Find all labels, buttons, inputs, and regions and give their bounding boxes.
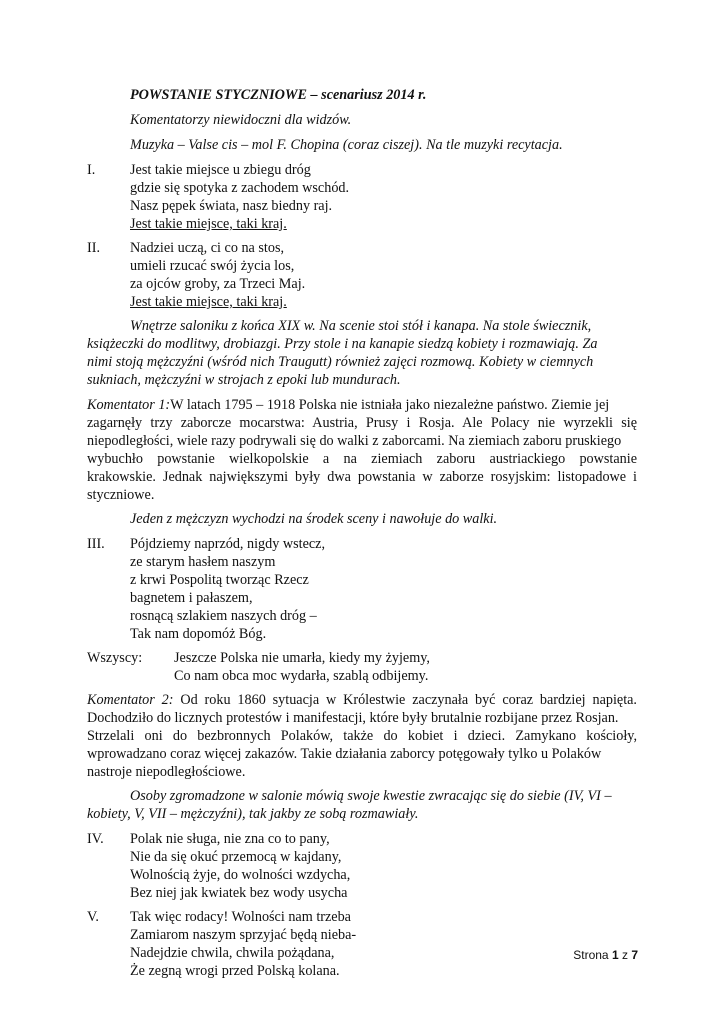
verse-line: z krwi Pospolitą tworząc Rzecz: [130, 572, 309, 588]
verse-number: III.: [87, 536, 105, 552]
current-page-number: 1: [611, 948, 619, 962]
commentators-note: Komentatorzy niewidoczni dla widzów.: [130, 112, 352, 128]
verse-line: Nadejdzie chwila, chwila pożądana,: [130, 945, 335, 961]
commentator-1-label: Komentator 1:: [87, 397, 171, 413]
commentary-line: krakowskie. Jednak największymi były dwa powstania w zaborze rosyjskim: listopadowe i: [87, 469, 637, 485]
verse-line: gdzie się spotyka z zachodem wschód.: [130, 180, 350, 196]
anthem-line: Jeszcze Polska nie umarła, kiedy my żyjemy,: [174, 650, 430, 666]
commentary-line: W latach 1795 – 1918 Polska nie istniała jako niezależne państwo. Ziemie jej: [170, 397, 610, 413]
verse-refrain: Jest takie miejsce, taki kraj.: [130, 216, 287, 232]
verse-line: Że zegną wrogi przed Polską kolana.: [130, 963, 340, 979]
verse-number: IV.: [87, 831, 104, 847]
verse-number: V.: [87, 909, 99, 925]
verse-line: Nadziei uczą, ci co na stos,: [130, 240, 285, 256]
commentary-line: zagarnęły trzy zaborcze mocarstwa: Austria, Prusy i Rosja. Ale Polacy nie wyrzekli się: [87, 415, 637, 431]
verse-line: Tak więc rodacy! Wolności nam trzeba: [130, 909, 351, 925]
verse-line: Bez niej jak kwiatek bez wody usycha: [130, 885, 348, 901]
page-footer: [573, 948, 638, 962]
stage-direction-line: kobiety, V, VII – mężczyźni), tak jakby ze sobą rozmawiały.: [87, 806, 419, 822]
stage-direction-line: książeczki do modlitwy, drobiazgi. Przy stole i na kanapie siedzą kobiety i rozmawiają. Za: [87, 336, 598, 352]
page-label: Strona: [573, 948, 609, 962]
verse-number: II.: [87, 240, 100, 256]
total-pages: 7: [631, 948, 638, 962]
stage-direction-line: Osoby zgromadzone w salonie mówią swoje kwestie zwracając się do siebie (IV, VI –: [130, 788, 612, 804]
commentary-line: Od roku 1860 sytuacja w Królestwie zaczynała być coraz bardziej napięta.: [173, 692, 637, 708]
anthem-line: Co nam obca moc wydarła, szablą odbijemy.: [174, 668, 429, 684]
verse-refrain: Jest takie miejsce, taki kraj.: [130, 294, 287, 310]
stage-direction-line: sukniach, mężczyźni w strojach z epoki lub mundurach.: [87, 372, 401, 388]
commentary-line: nastroje niepodległościowe.: [87, 764, 246, 780]
verse-line: Nie da się okuć przemocą w kajdany,: [130, 849, 342, 865]
commentator-2-label: Komentator 2:: [87, 692, 174, 708]
verse-line: Zamiarom naszym sprzyjać będą nieba-: [130, 927, 357, 943]
all-speakers-label: Wszyscy:: [87, 650, 143, 666]
commentator-1-first-line: [87, 396, 609, 414]
commentary-line: styczniowe.: [87, 487, 155, 503]
stage-direction: Jeden z mężczyzn wychodzi na środek sceny i nawołuje do walki.: [130, 511, 498, 527]
commentary-line: niepodległości, wiele razy podrywali się do walki z zaborcami. Na ziemiach zaboru pruskiego: [87, 433, 622, 449]
verse-line: rosnącą szlakiem naszych dróg –: [130, 608, 317, 624]
verse-line: Jest takie miejsce u zbiegu dróg: [130, 162, 311, 178]
stage-direction-line: Wnętrze saloniku z końca XIX w. Na scenie stoi stół i kanapa. Na stole świecznik,: [130, 318, 592, 334]
verse-line: umieli rzucać swój życia los,: [130, 258, 295, 274]
verse-line: Wolnością żyje, do wolności wzdycha,: [130, 867, 351, 883]
verse-line: Nasz pępek świata, nasz biedny raj.: [130, 198, 333, 214]
verse-line: Tak nam dopomóż Bóg.: [130, 626, 267, 642]
verse-line: za ojców groby, za Trzeci Maj.: [130, 276, 306, 292]
commentary-line: wybuchło powstanie wielkopolskie a na ziemiach zaboru austriackiego powstanie: [87, 451, 637, 467]
verse-line: ze starym hasłem naszym: [130, 554, 276, 570]
stage-direction-line: nimi stoją mężczyźni (wśród nich Traugutt) również zajęci rozmową. Kobiety w ciemnych: [87, 354, 594, 370]
page-separator: z: [621, 948, 628, 962]
commentary-line: Strzelali oni do bezbronnych Polaków, także do kobiet i dzieci. Zamykano kościoły,: [87, 728, 637, 744]
verse-number: I.: [87, 162, 96, 178]
commentary-line: wprowadzano coraz więcej zakazów. Takie działania zaborcy potęgowały tylko u Polaków: [87, 746, 602, 762]
music-note: Muzyka – Valse cis – mol F. Chopina (coraz ciszej). Na tle muzyki recytacja.: [130, 137, 563, 153]
verse-line: Polak nie sługa, nie zna co to pany,: [130, 831, 330, 847]
verse-line: bagnetem i pałaszem,: [130, 590, 253, 606]
commentary-line: Dochodziło do licznych protestów i manifestacji, które były brutalnie rozbijane przez Rosjan.: [87, 710, 619, 726]
verse-line: Pójdziemy naprzód, nigdy wstecz,: [130, 536, 326, 552]
document-title: POWSTANIE STYCZNIOWE – scenariusz 2014 r.: [130, 87, 427, 103]
